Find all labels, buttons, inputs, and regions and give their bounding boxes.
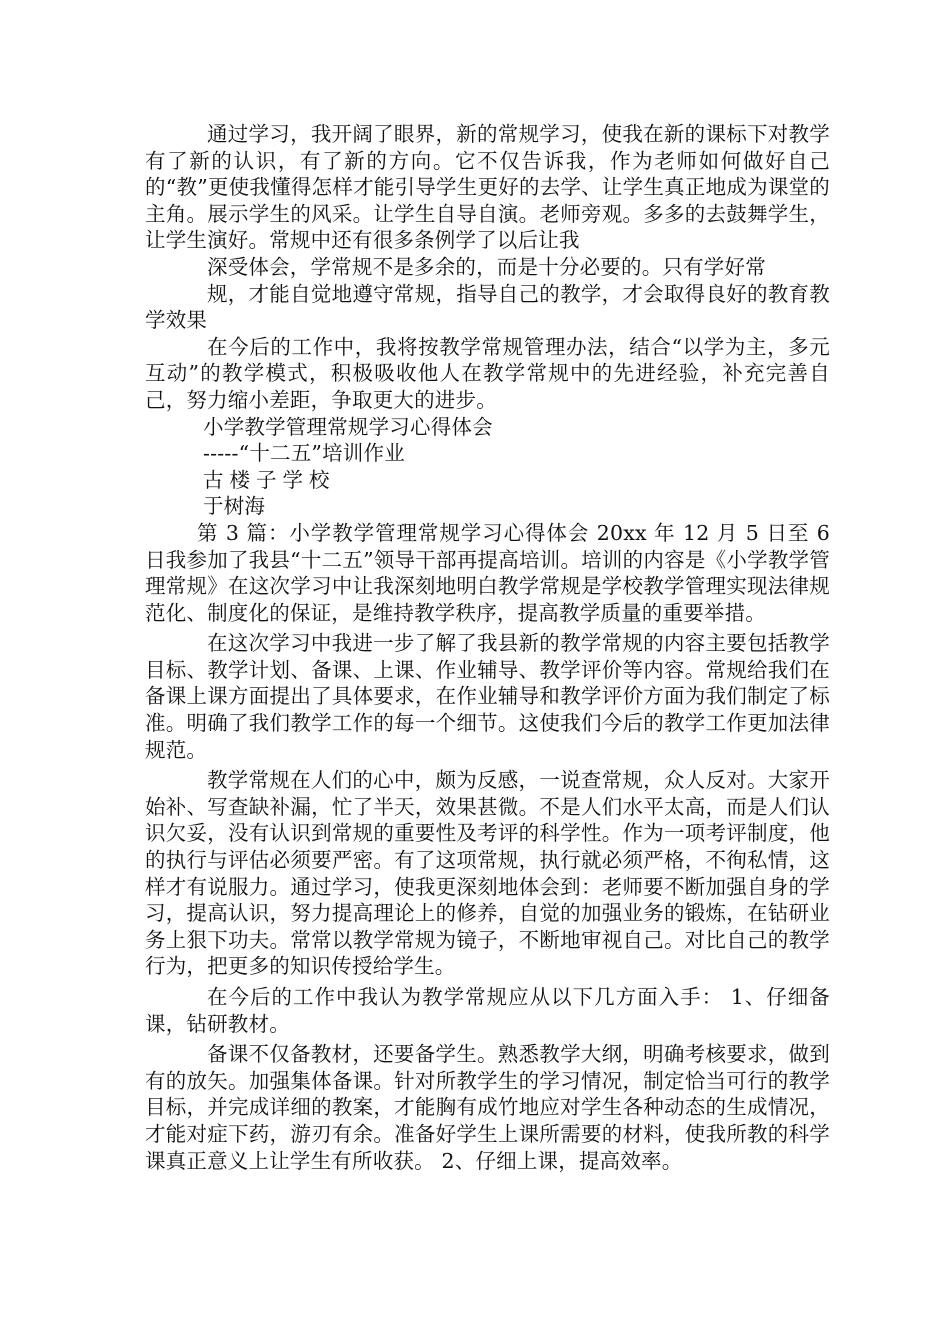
paragraph-follow-rules: 规，才能自觉地遵守常规，指导自己的教学，才会取得良好的教育教学效果: [145, 281, 830, 333]
paragraph-lesson-preparation: 备课不仅备教材，还要备学生。熟悉教学大纲，明确考核要求，做到有的放矢。加强集体备课。针对所教学生的学习情况，制定恰当可行的教学目标，并完成详细的教案，才能胸有成竹地应对学生各种动态的生成情况，才能对症下药，游刃有余。准备好学生上课所需要的材料，使我所教的科学课真正意义上让学生有所收获。 2、仔细上课，提高效率。: [145, 1042, 830, 1173]
school-name: 古楼子学校: [203, 467, 336, 492]
paragraph-study-benefits: 通过学习，我开阔了眼界，新的常规学习，使我在新的课标下对教学有了新的认识，有了新的方向。它不仅告诉我，作为老师如何做好自己的“教”更使我懂得怎样才能引导学生更好的去学、让学生真正地成为课堂的主角。展示学生的风采。让学生自导自演。老师旁观。多多的去鼓舞学生，让学生演好。常规中还有很多条例学了以后让我: [145, 122, 830, 253]
article-title: 小学教学管理常规学习心得体会: [203, 414, 493, 439]
paragraph-rules-content: 在这次学习中我进一步了解了我县新的教学常规的内容主要包括教学目标、教学计划、备课、上课、作业辅导、教学评价等内容。常规给我们在备课上课方面提出了具体要求，在作业辅导和教学评价方面为我们制定了标准。明确了我们教学工作的每一个细节。这使我们今后的教学工作更加法律规范。: [145, 631, 830, 762]
author-name: 于树海: [203, 494, 266, 519]
paragraph-future-work: 在今后的工作中，我将按教学常规管理办法，结合“以学为主，多元互动”的教学模式，积极吸收他人在教学常规中的先进经验，补充完善自己，努力缩小差距，争取更大的进步。: [145, 334, 830, 412]
paragraph-section-3-intro: 第 3 篇：小学教学管理常规学习心得体会 20xx 年 12 月 5 日至 6 日我参加了我县“十二五”领导干部再提高培训。培训的内容是《小学教学管理常规》在这次学习中让我深刻地明白教学常规是学校教学管理实现法律规范化、制度化的保证，是维持教学秩序，提高教学质量的重要举措。: [145, 520, 830, 625]
paragraph-rules-attitude: 教学常规在人们的心中，颇为反感，一说查常规，众人反对。大家开始补、写查缺补漏，忙了半天，效果甚微。不是人们水平太高，而是人们认识欠妥，没有认识到常规的重要性及考评的科学性。作为一项考评制度，他的执行与评估必须要严密。有了这项常规，执行就必须严格，不徇私情，这样才有说服力。通过学习，使我更深刻地体会到：老师要不断加强自身的学习，提高认识，努力提高理论上的修养，自觉的加强业务的锻炼，在钻研业务上狠下功夫。常常以教学常规为镜子，不断地审视自己。对比自己的教学行为，把更多的知识传授给学生。: [145, 768, 830, 979]
article-subtitle: -----“十二五”培训作业: [203, 441, 405, 466]
document-page: [145, 121, 830, 1174]
paragraph-deep-feeling: 深受体会，学常规不是多余的，而是十分必要的。只有学好常: [207, 254, 766, 279]
paragraph-future-aspects: 在今后的工作中我认为教学常规应从以下几方面入手： 1、仔细备课，钻研教材。: [145, 985, 830, 1036]
